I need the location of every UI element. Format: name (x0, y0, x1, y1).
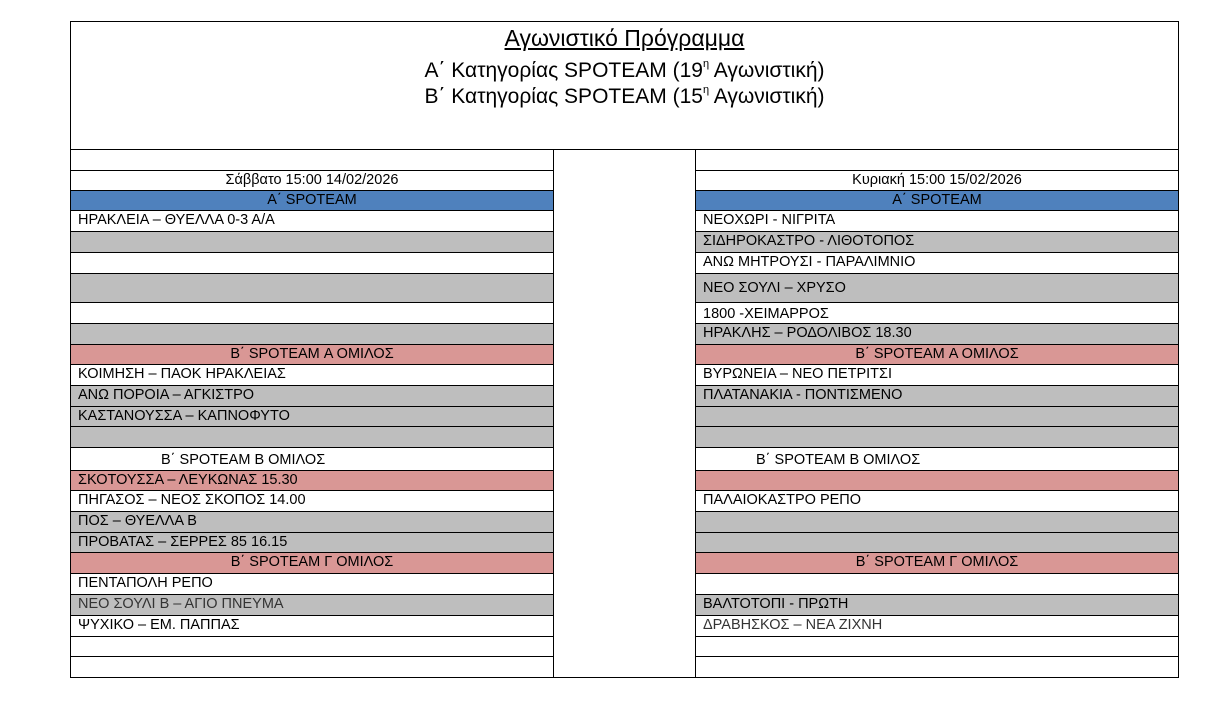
game-row (71, 657, 553, 678)
game-row: ΒΑΛΤΟΤΟΠΙ - ΠΡΩΤΗ (696, 595, 1178, 616)
game-row (71, 637, 553, 657)
category-a-sup: η (702, 58, 710, 70)
category-b-round (71, 79, 1178, 110)
game-row (696, 574, 1178, 595)
game-row (696, 471, 1178, 491)
game-row (71, 324, 553, 345)
schedule-header (71, 22, 1178, 150)
game-row: ΠΑΛΑΙΟΚΑΣΤΡΟ ΡΕΠΟ (696, 491, 1178, 512)
section-b-group-g: Β΄ SPOTEAM Γ ΟΜΙΛΟΣ (71, 553, 553, 574)
game-row (696, 657, 1178, 678)
game-row (71, 253, 553, 274)
game-row: ΚΟΙΜΗΣΗ – ΠΑΟΚ ΗΡΑΚΛΕΙΑΣ (71, 365, 553, 386)
game-row: ΚΑΣΤΑΝΟΥΣΣΑ – ΚΑΠΝΟΦΥΤΟ (71, 407, 553, 427)
game-row: ΣΙΔΗΡΟΚΑΣΤΡΟ - ΛΙΘΟΤΟΠΟΣ (696, 232, 1178, 253)
game-row (696, 637, 1178, 657)
section-b-group-g: Β΄ SPOTEAM Γ ΟΜΙΛΟΣ (696, 553, 1178, 574)
sunday-column (695, 150, 1178, 677)
game-row (71, 274, 553, 303)
section-b-group-b: Β΄ SPOTEAM Β ΟΜΙΛΟΣ (71, 448, 553, 471)
game-row (71, 303, 553, 324)
game-row: ΠΟΣ – ΘΥΕΛΛΑ Β (71, 512, 553, 533)
category-a-text: Α΄ Κατηγορίας SPOTEAM (19 (424, 59, 703, 82)
game-row (696, 407, 1178, 427)
section-a-spoteam: Α΄ SPOTEAM (71, 191, 553, 211)
game-row: ΑΝΩ ΠΟΡΟΙΑ – ΑΓΚΙΣΤΡΟ (71, 386, 553, 407)
day-heading: Σάββατο 15:00 14/02/2026 (71, 171, 553, 191)
schedule-document (70, 21, 1179, 678)
game-row: ΠΕΝΤΑΠΟΛΗ ΡΕΠΟ (71, 574, 553, 595)
category-b-text-end: Αγωνιστική) (709, 85, 825, 108)
saturday-column (71, 150, 553, 677)
spacer-row (71, 150, 553, 171)
section-b-group-a: Β΄ SPOTEAM Α ΟΜΙΛΟΣ (696, 345, 1178, 365)
game-row (696, 512, 1178, 533)
category-b-sup: η (702, 84, 710, 96)
game-row: ΑΝΩ ΜΗΤΡΟΥΣΙ - ΠΑΡΑΛΙΜΝΙΟ (696, 253, 1178, 274)
game-row (71, 427, 553, 448)
game-row (71, 232, 553, 253)
game-row: ΠΡΟΒΑΤΑΣ – ΣΕΡΡΕΣ 85 16.15 (71, 533, 553, 553)
game-row: ΝΕΟ ΣΟΥΛΙ – ΧΡΥΣΟ (696, 274, 1178, 303)
day-heading: Κυριακή 15:00 15/02/2026 (696, 171, 1178, 191)
category-b-text: Β΄ Κατηγορίας SPOTEAM (15 (424, 85, 703, 108)
game-row: ΠΗΓΑΣΟΣ – ΝΕΟΣ ΣΚΟΠΟΣ 14.00 (71, 491, 553, 512)
game-row: ΔΡΑΒΗΣΚΟΣ – ΝΕΑ ΖΙΧΝΗ (696, 616, 1178, 637)
section-b-group-a: Β΄ SPOTEAM Α ΟΜΙΛΟΣ (71, 345, 553, 365)
middle-spacer-column (553, 150, 695, 677)
category-a-text-end: Αγωνιστική) (709, 59, 825, 82)
game-row: ΝΕΟ ΣΟΥΛΙ Β – ΑΓΙΟ ΠΝΕΥΜΑ (71, 595, 553, 616)
page-title: Αγωνιστικό Πρόγραμμα (504, 25, 745, 51)
game-row: ΗΡΑΚΛΗΣ – ΡΟΔΟΛΙΒΟΣ 18.30 (696, 324, 1178, 345)
spacer-row (696, 150, 1178, 171)
game-row: ΝΕΟΧΩΡΙ - ΝΙΓΡΙΤΑ (696, 211, 1178, 232)
game-row: ΨΥΧΙΚΟ – ΕΜ. ΠΑΠΠΑΣ (71, 616, 553, 637)
section-a-spoteam: Α΄ SPOTEAM (696, 191, 1178, 211)
game-row (696, 427, 1178, 448)
game-row (696, 533, 1178, 553)
section-b-group-b: Β΄ SPOTEAM Β ΟΜΙΛΟΣ (696, 448, 1178, 471)
game-row: ΒΥΡΩΝΕΙΑ – ΝΕΟ ΠΕΤΡΙΤΣΙ (696, 365, 1178, 386)
game-row: 1800 -ΧΕΙΜΑΡΡΟΣ (696, 303, 1178, 324)
game-row: ΣΚΟΤΟΥΣΣΑ – ΛΕΥΚΩΝΑΣ 15.30 (71, 471, 553, 491)
game-row: ΠΛΑΤΑΝΑΚΙΑ - ΠΟΝΤΙΣΜΕΝΟ (696, 386, 1178, 407)
game-row: ΗΡΑΚΛΕΙΑ – ΘΥΕΛΛΑ 0-3 Α/Α (71, 211, 553, 232)
